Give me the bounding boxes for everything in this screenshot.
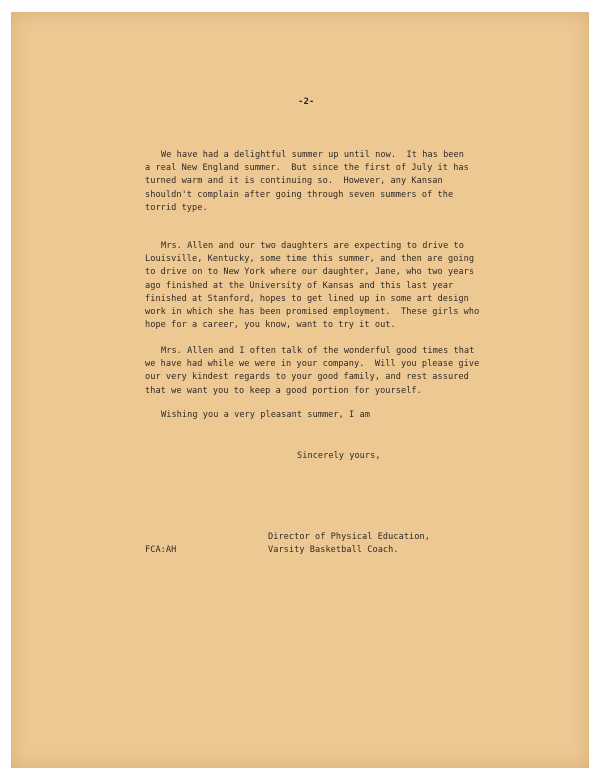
text-line: work in which she has been promised employment. These girls who — [145, 306, 480, 317]
reference-initials: FCA:AH — [145, 545, 177, 555]
text-line: our very kindest regards to your good family, and rest assured — [145, 372, 469, 383]
text-line: that we want you to keep a good portion for yourself. — [145, 385, 422, 396]
text-line: finished at Stanford, hopes to get lined up in some art design — [145, 293, 469, 304]
text-line: Mrs. Allen and I often talk of the wonderful good times that — [161, 346, 475, 356]
text-line: turned warm and it is continuing so. However, any Kansan — [145, 176, 443, 187]
signature-title-coach: Varsity Basketball Coach. — [268, 545, 399, 555]
text-line: a real New England summer. But since the first of July it has — [145, 163, 469, 174]
paragraph-wishes — [145, 409, 475, 422]
text-line: Mrs. Allen and our two daughters are expecting to drive to — [161, 241, 464, 251]
text-line: We have had a delightful summer up until now. It has been — [161, 150, 464, 160]
text-line: Wishing you a very pleasant summer, I am — [161, 410, 370, 420]
text-line: we have had while we were in your company. Will you please give — [145, 359, 480, 370]
closing: Sincerely yours, — [297, 451, 381, 461]
paragraph-daughters — [145, 240, 480, 332]
text-line: torrid type. — [145, 202, 208, 213]
letter-page — [11, 12, 589, 768]
text-line: hope for a career, you know, want to try it out. — [145, 320, 396, 331]
page-number: -2- — [298, 97, 315, 107]
text-line: Louisville, Kentucky, some time this summer, and then are going — [145, 254, 475, 265]
paragraph-summer — [145, 149, 475, 215]
text-line: to drive on to New York where our daughter, Jane, who two years — [145, 267, 475, 278]
text-line: ago finished at the University of Kansas and this last year — [145, 280, 454, 291]
signature-title-director: Director of Physical Education, — [268, 532, 430, 542]
paragraph-regards — [145, 345, 480, 398]
text-line: shouldn't complain after going through seven summers of the — [145, 189, 454, 200]
